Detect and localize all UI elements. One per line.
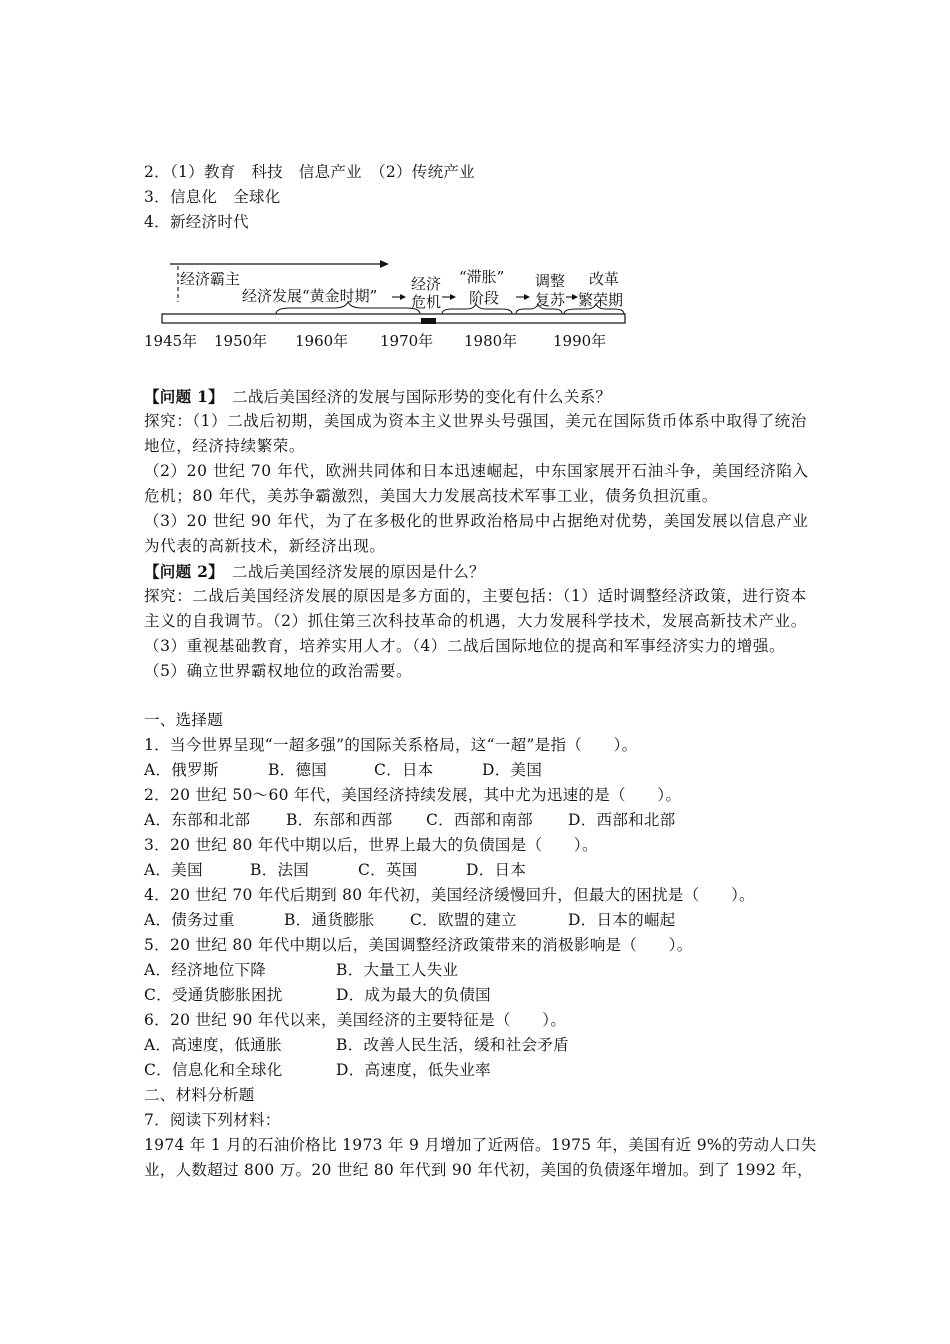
arrowhead-stag-adjust (524, 294, 530, 300)
label-hegemony: 经济霸主 (180, 270, 241, 288)
label-golden: 经济发展“黄金时期” (242, 287, 378, 305)
year-label: 1990年 (553, 332, 607, 350)
exercise-5: 5．20 世纪 80 年代中期以后，美国调整经济政策带来的消极影响是（ ）。 (144, 936, 693, 954)
exercise-4-options (144, 908, 812, 933)
question-1-answer-3: （3）20 世纪 90 年代，为了在多极化的世界政治格局中占据绝对优势，美国发展以信息产业为代表的高新技术，新经济出现。 (144, 512, 809, 555)
option-b[interactable]: B．法国 (250, 861, 310, 879)
option-a[interactable]: A．债务过重 (144, 911, 235, 929)
section-choice-title: 一、选择题 (144, 711, 224, 729)
option-a[interactable]: A．高速度，低通胀 (144, 1036, 282, 1054)
year-label: 1970年 (380, 332, 434, 350)
answer-3: 3．信息化 全球化 (144, 188, 281, 206)
year-label: 1950年 (214, 332, 268, 350)
option-a[interactable]: A．经济地位下降 (144, 961, 267, 979)
option-d[interactable]: D．美国 (482, 761, 543, 779)
option-a[interactable]: A．美国 (144, 861, 203, 879)
option-b[interactable]: B．大量工人失业 (336, 961, 459, 979)
label-crisis-2: 危机 (411, 293, 442, 311)
option-b[interactable]: B．改善人民生活，缓和社会矛盾 (336, 1036, 569, 1054)
label-reform-2: 繁荣期 (578, 291, 624, 309)
crisis-marker (421, 318, 436, 324)
exercise-3-options (144, 858, 812, 883)
us-economy-timeline (130, 250, 650, 358)
exercise-7: 7．阅读下列材料： (144, 1111, 281, 1129)
year-label: 1980年 (464, 332, 518, 350)
option-d[interactable]: D．成为最大的负债国 (336, 986, 491, 1004)
exercise-4: 4．20 世纪 70 年代后期到 80 年代初，美国经济缓慢回升，但最大的困扰是（ ）。 (144, 886, 755, 904)
exercise-2-options (144, 808, 812, 833)
question-1-text: 二战后美国经济的发展与国际形势的变化有什么关系？ (216, 388, 612, 406)
year-label: 1945年 (144, 332, 198, 350)
exercise-6-options-row-2 (144, 1058, 812, 1083)
option-d[interactable]: D．日本的崛起 (568, 911, 676, 929)
section-material-title: 二、材料分析题 (144, 1086, 255, 1104)
arrowhead-crisis-stag (450, 294, 456, 300)
exercise-2: 2．20 世纪 50～60 年代，美国经济持续发展，其中尤为迅速的是（ ）。 (144, 786, 682, 804)
option-a[interactable]: A．东部和北部 (144, 811, 251, 829)
option-d[interactable]: D．日本 (466, 861, 527, 879)
year-label: 1960年 (295, 332, 349, 350)
label-adjust-1: 调整 (535, 272, 566, 290)
option-c[interactable]: C．信息化和全球化 (144, 1061, 283, 1079)
hegemony-arrowhead (380, 260, 389, 268)
option-b[interactable]: B．德国 (268, 761, 328, 779)
label-adjust-2: 复苏 (535, 291, 566, 309)
option-c[interactable]: C．西部和南部 (426, 811, 533, 829)
brace-stag (442, 304, 512, 314)
exercise-3: 3．20 世纪 80 年代中期以后，世界上最大的负债国是（ ）。 (144, 836, 598, 854)
option-c[interactable]: C．日本 (374, 761, 434, 779)
question-1-answer-1: 探究：（1）二战后初期，美国成为资本主义世界头号强国，美元在国际货币体系中取得了统治地位，经济持续繁荣。 (144, 412, 807, 455)
exercise-5-options-row-2 (144, 983, 812, 1008)
question-2-text: 二战后美国经济发展的原因是什么？ (216, 563, 485, 581)
label-stag-1: “滞胀” (459, 268, 505, 286)
exercise-6-options-row-1 (144, 1033, 812, 1058)
question-2-answer: 探究：二战后美国经济发展的原因是多方面的，主要包括：（1）适时调整经济政策，进行资本主义的自我调节。（2）抓住第三次科技革命的机遇，大力发展科学技术，发展高新技术产业。（3）重视基础教育，培养实用人才。（4）二战后国际地位的提高和军事经济实力的增强。（5）确立世界霸权地位的政治需要。 (144, 587, 807, 680)
exercise-6: 6．20 世纪 90 年代以来，美国经济的主要特征是（ ）。 (144, 1011, 567, 1029)
option-a[interactable]: A．俄罗斯 (144, 761, 219, 779)
exercise-1-options (144, 758, 812, 783)
exercise-7-material-line-2: 业，人数超过 800 万。20 世纪 80 年代到 90 年代初，美国的负债逐年增加。到了 1992 年， (144, 1161, 813, 1179)
question-2 (144, 559, 812, 585)
exercise-5-options-row-1 (144, 958, 812, 983)
option-c[interactable]: C．受通货膨胀困扰 (144, 986, 283, 1004)
option-d[interactable]: D．高速度，低失业率 (336, 1061, 491, 1079)
label-reform-1: 改革 (589, 270, 620, 288)
arrowhead-golden-crisis (400, 294, 406, 300)
exercise-1: 1．当今世界呈现“一超多强”的国际关系格局，这“一超”是指（ ）。 (144, 736, 638, 754)
question-1 (144, 384, 812, 410)
question-1-answer-2: （2）20 世纪 70 年代，欧洲共同体和日本迅速崛起，中东国家展开石油斗争，美国经济陷入危机；80 年代，美苏争霸激烈，美国大力发展高技术军事工业，债务负担沉重。 (144, 462, 809, 505)
answer-4: 4．新经济时代 (144, 213, 249, 231)
option-d[interactable]: D．西部和北部 (568, 811, 676, 829)
option-c[interactable]: C．欧盟的建立 (410, 911, 517, 929)
option-b[interactable]: B．通货膨胀 (284, 911, 375, 929)
question-2-tag: 【问题 2】 (144, 562, 217, 581)
answer-2: 2．（1）教育 科技 信息产业 （2）传统产业 (144, 163, 475, 181)
option-c[interactable]: C．英国 (358, 861, 418, 879)
question-1-tag: 【问题 1】 (144, 387, 217, 406)
label-crisis-1: 经济 (411, 275, 442, 293)
exercise-7-material-line-1: 1974 年 1 月的石油价格比 1973 年 9 月增加了近两倍。1975 年，美国有近 9%的劳动人口失 (144, 1136, 817, 1154)
option-b[interactable]: B．东部和西部 (286, 811, 393, 829)
label-stag-2: 阶段 (469, 289, 500, 307)
timeline-axis (162, 314, 625, 323)
